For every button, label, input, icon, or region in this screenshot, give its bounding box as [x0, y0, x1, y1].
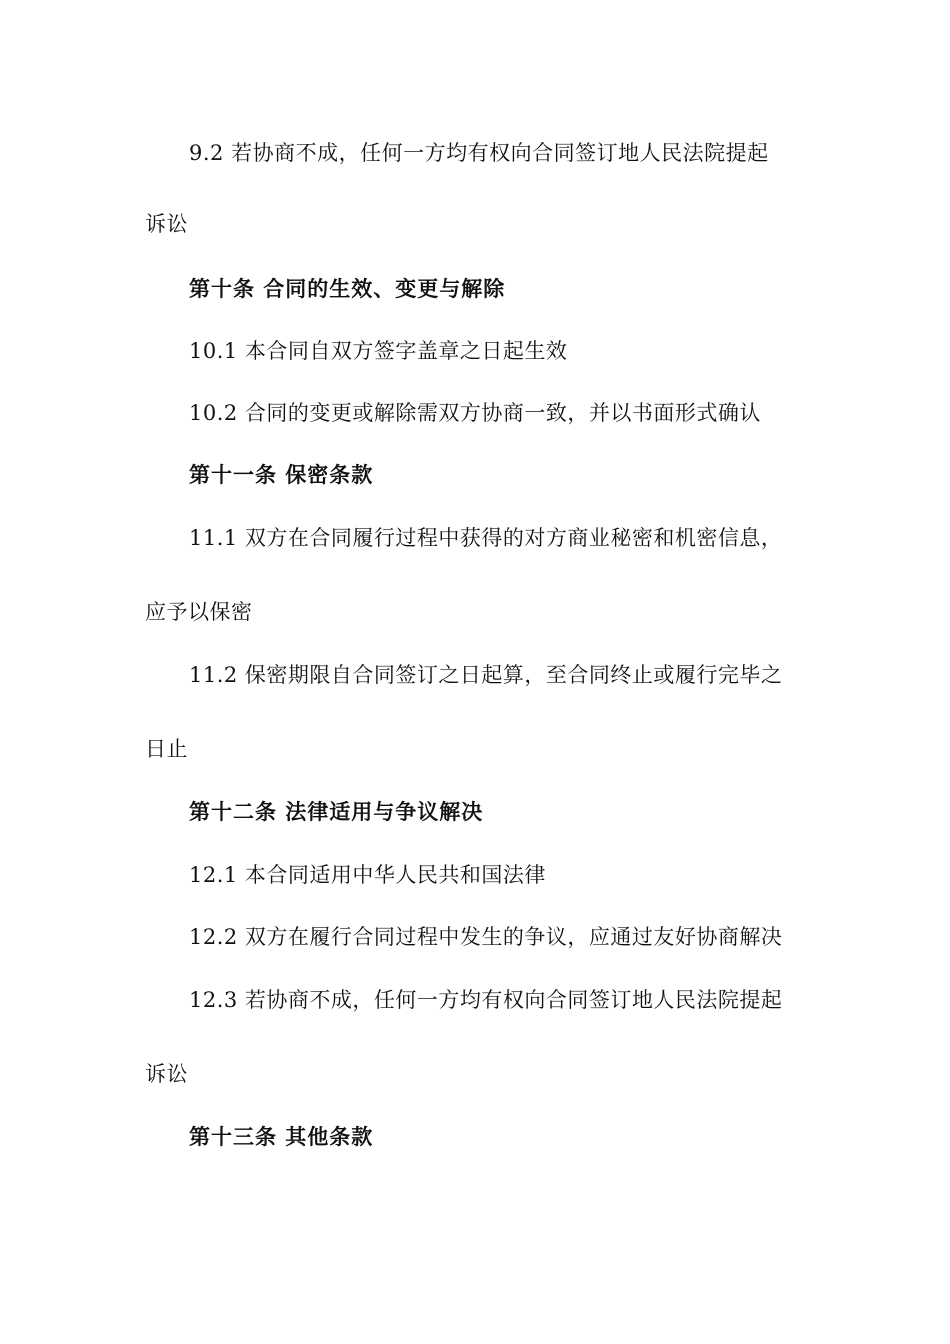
clause-12-3-line-2: 诉讼 — [145, 1062, 188, 1086]
article-12-heading: 第十二条 法律适用与争议解决 — [189, 800, 484, 824]
clause-10-1: 10.1 本合同自双方签字盖章之日起生效 — [189, 339, 568, 363]
clause-9-2-line-1: 9.2 若协商不成，任何一方均有权向合同签订地人民法院提起 — [189, 141, 769, 165]
article-13-heading: 第十三条 其他条款 — [189, 1125, 374, 1149]
clause-11-1-line-2: 应予以保密 — [145, 600, 253, 624]
clause-11-2-line-1: 11.2 保密期限自合同签订之日起算，至合同终止或履行完毕之 — [189, 663, 783, 687]
clause-12-3-line-1: 12.3 若协商不成，任何一方均有权向合同签订地人民法院提起 — [189, 988, 783, 1012]
clause-11-2-line-2: 日止 — [145, 737, 188, 761]
clause-12-2: 12.2 双方在履行合同过程中发生的争议，应通过友好协商解决 — [189, 925, 783, 949]
article-11-heading: 第十一条 保密条款 — [189, 463, 374, 487]
clause-9-2-line-2: 诉讼 — [145, 212, 188, 236]
article-10-heading: 第十条 合同的生效、变更与解除 — [189, 277, 506, 301]
clause-12-1: 12.1 本合同适用中华人民共和国法律 — [189, 863, 546, 887]
clause-11-1-line-1: 11.1 双方在合同履行过程中获得的对方商业秘密和机密信息， — [189, 526, 783, 550]
clause-10-2: 10.2 合同的变更或解除需双方协商一致，并以书面形式确认 — [189, 401, 761, 425]
